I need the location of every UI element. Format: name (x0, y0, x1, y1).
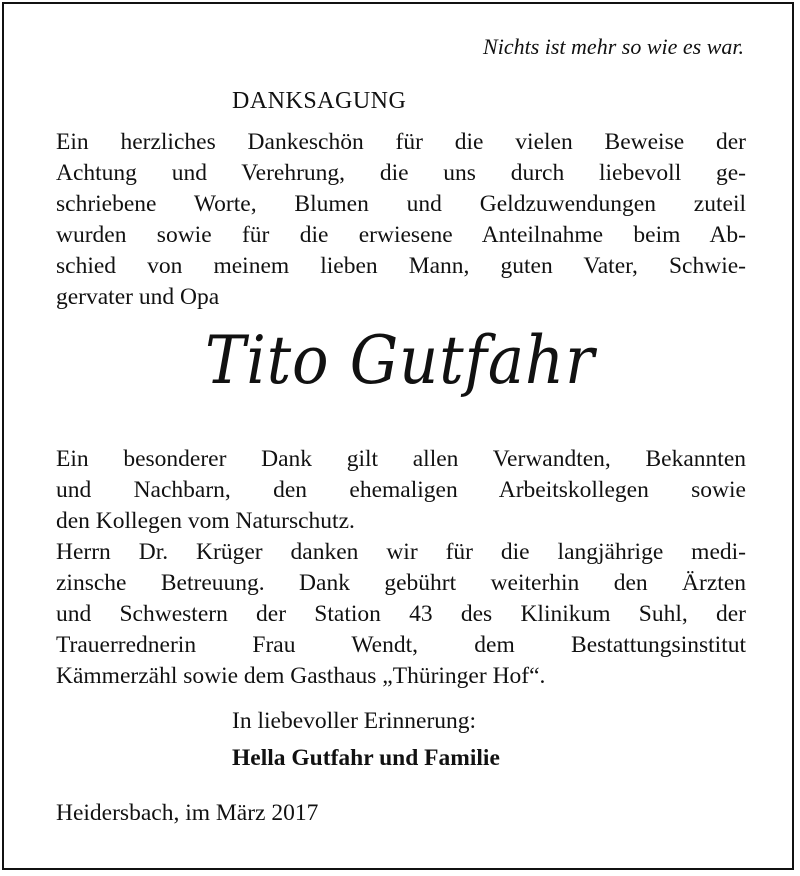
text-line: schriebene Worte, Blumen und Geldzuwendungen zuteil (56, 191, 746, 217)
text-line: gervater und Opa (56, 284, 220, 310)
deceased-name: Tito Gutfahr (204, 322, 596, 399)
text-line: und Schwestern der Station 43 des Klinikum Suhl, der (56, 601, 746, 627)
heading: DANKSAGUNG (232, 88, 407, 114)
motto: Nichts ist mehr so wie es war. (483, 34, 744, 59)
closing-line: In liebevoller Erinnerung: (232, 708, 477, 734)
signature: Hella Gutfahr und Familie (232, 745, 500, 771)
special-thanks-paragraph (56, 444, 746, 692)
text-line: Ein besonderer Dank gilt allen Verwandten, Bekannten (56, 446, 746, 472)
text-line: Achtung und Verehrung, die uns durch liebevoll ge- (56, 160, 746, 186)
text-line: Ein herzliches Dankeschön für die vielen Beweise der (56, 129, 746, 155)
text-line: schied von meinem lieben Mann, guten Vater, Schwie- (56, 253, 746, 279)
text-line: den Kollegen vom Naturschutz. (56, 508, 355, 534)
text-line: und Nachbarn, den ehemaligen Arbeitskollegen sowie (56, 477, 746, 503)
text-line: Trauerrednerin Frau Wendt, dem Bestattungsinstitut (56, 632, 746, 658)
text-line: Kämmerzähl sowie dem Gasthaus „Thüringer Hof“. (56, 663, 546, 689)
thanks-paragraph (56, 127, 746, 313)
text-line: Herrn Dr. Krüger danken wir für die langjährige medi- (56, 539, 746, 565)
place-date: Heidersbach, im März 2017 (56, 800, 319, 826)
text-line: wurden sowie für die erwiesene Anteilnahme beim Ab- (56, 222, 746, 248)
text-line: zinsche Betreuung. Dank gebührt weiterhin den Ärzten (56, 570, 746, 596)
